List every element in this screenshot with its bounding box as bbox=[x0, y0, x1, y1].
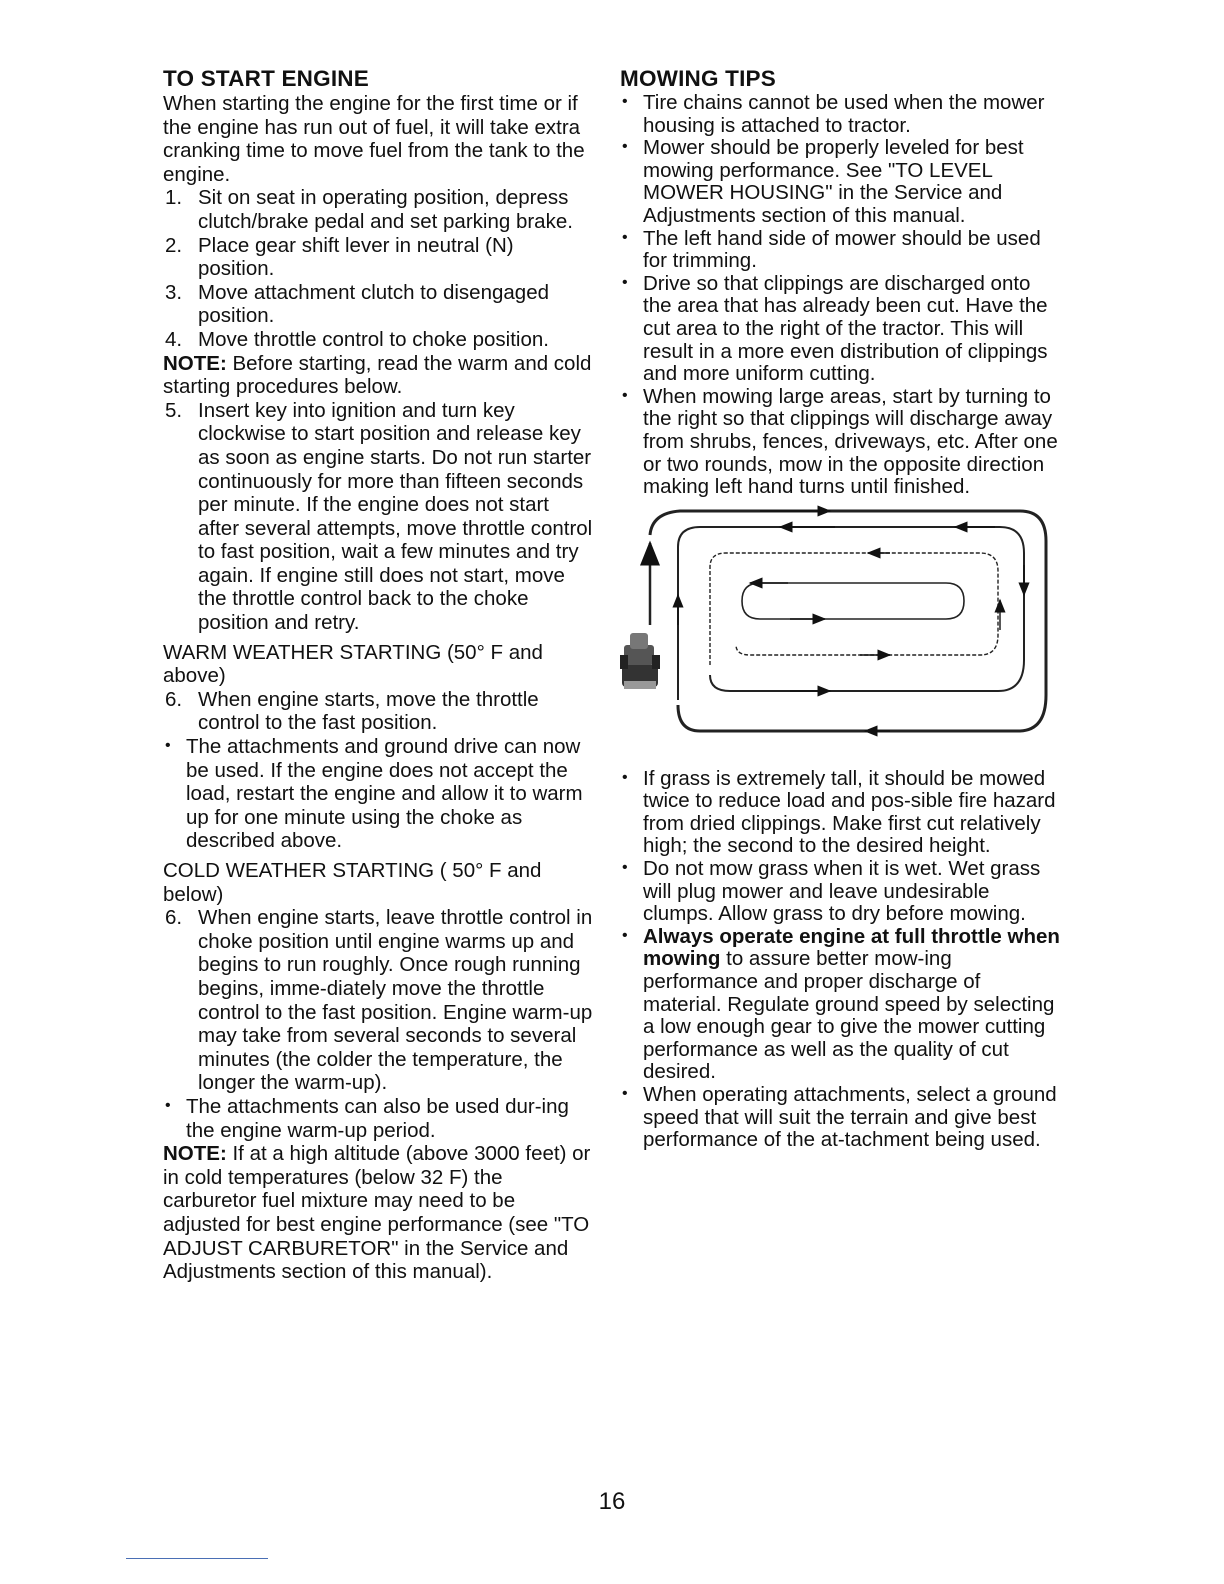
mowing-pattern-icon bbox=[620, 505, 1060, 740]
start-engine-heading: TO START ENGINE bbox=[163, 66, 369, 91]
footer-rule bbox=[126, 1558, 268, 1559]
tip-trimming: • The left hand side of mower should be used for trimming. bbox=[622, 226, 1041, 273]
right-column bbox=[620, 66, 1060, 1152]
step-2: 2. Place gear shift lever in neutral (N) position. bbox=[165, 233, 514, 281]
step-3: 3. Move attachment clutch to disengaged position. bbox=[165, 280, 549, 328]
tip-attachments: • When operating attachments, select a ground speed that will suit the terrain and give best performance of the at-tachment being used. bbox=[622, 1083, 1057, 1152]
cold-bullet: • The attachments can also be used dur-ing the engine warm-up period. bbox=[165, 1094, 569, 1142]
warm-step-6: 6. When engine starts, move the throttle control to the fast position. bbox=[165, 687, 539, 735]
tip-tire-chains: • Tire chains cannot be used when the mower housing is attached to tractor. bbox=[622, 91, 1045, 137]
tip-leveled: • Mower should be properly leveled for best mowing performance. See "TO LEVEL MOWER HOUSING" in the Service and Adjustments section of this manual. bbox=[622, 136, 1024, 227]
warm-weather-heading: WARM WEATHER STARTING (50° F and above) bbox=[163, 640, 543, 688]
start-engine-intro: When starting the engine for the first time or if the engine has run out of fuel, it will take extra cranking time to move fuel from the tank to the engine. bbox=[163, 92, 585, 186]
note-warm-cold: NOTE: Before starting, read the warm and cold starting procedures below. bbox=[163, 351, 592, 399]
tip-discharge: • Drive so that clippings are discharged onto the area that has already been cut. Have the cut area to the right of the tractor. This will result in a more even distribution of clippings and more uniform cutting. bbox=[622, 271, 1048, 386]
step-4: 4. Move throttle control to choke position. bbox=[165, 327, 549, 351]
step-1: 1. Sit on seat in operating position, depress clutch/brake pedal and set parking brake. bbox=[165, 186, 573, 233]
tip-large-areas: • When mowing large areas, start by turning to the right so that clippings will discharge away from shrubs, fences, driveways, etc. After one or two rounds, mow in the opposite direction making left hand turns until finished. bbox=[622, 384, 1058, 499]
mowing-pattern-diagram bbox=[620, 505, 1060, 740]
page-number: 16 bbox=[598, 1488, 626, 1515]
tractor-icon bbox=[620, 633, 660, 689]
left-column bbox=[163, 66, 593, 1284]
step-5: 5. Insert key into ignition and turn key clockwise to start position and release key as soon as engine starts. Do not run starter continuously for more than fifteen seconds per minute. If the engine does not start after several attempts, move throttle control to fast position, wait a few minutes and try again. If engine still does not start, move the throttle control back to the choke position and retry. bbox=[165, 398, 593, 635]
cold-weather-heading: COLD WEATHER STARTING ( 50° F and below) bbox=[163, 859, 542, 906]
tip-full-throttle: • Always operate engine at full throttle when mowing to assure better mow-ing performance and proper discharge of material. Regulate ground speed by selecting a low enough gear to give the mower cutting performance as well as the quality of cut desired. bbox=[622, 924, 1060, 1084]
tip-wet-grass: • Do not mow grass when it is wet. Wet grass will plug mower and leave undesirable clumps. Allow grass to dry before mowing. bbox=[622, 857, 1041, 926]
note-carburetor: NOTE: If at a high altitude (above 3000 feet) or in cold temperatures (below 32 F) the carburetor fuel mixture may need to be adjusted for best engine performance (see "TO ADJUST CARBURETOR" in the Service and Adjustments section of this manual). bbox=[163, 1142, 591, 1284]
cold-step-6: 6. When engine starts, leave throttle control in choke position until engine warms up and begins to run roughly. Once rough running begins, imme-diately move the throttle control to the fast position. Engine warm-up may take from several seconds to several minutes (the colder the temperature, the longer the warm-up). bbox=[165, 906, 593, 1095]
tip-tall-grass: • If grass is extremely tall, it should be mowed twice to reduce load and pos-sible fire hazard from dried clippings. Make first cut relatively high; the second to the desired height. bbox=[622, 766, 1056, 858]
warm-bullet: • The attachments and ground drive can now be used. If the engine does not accept the load, restart the engine and allow it to warm up for one minute using the choke as described above. bbox=[165, 735, 583, 853]
mowing-tips-heading: MOWING TIPS bbox=[620, 66, 776, 91]
